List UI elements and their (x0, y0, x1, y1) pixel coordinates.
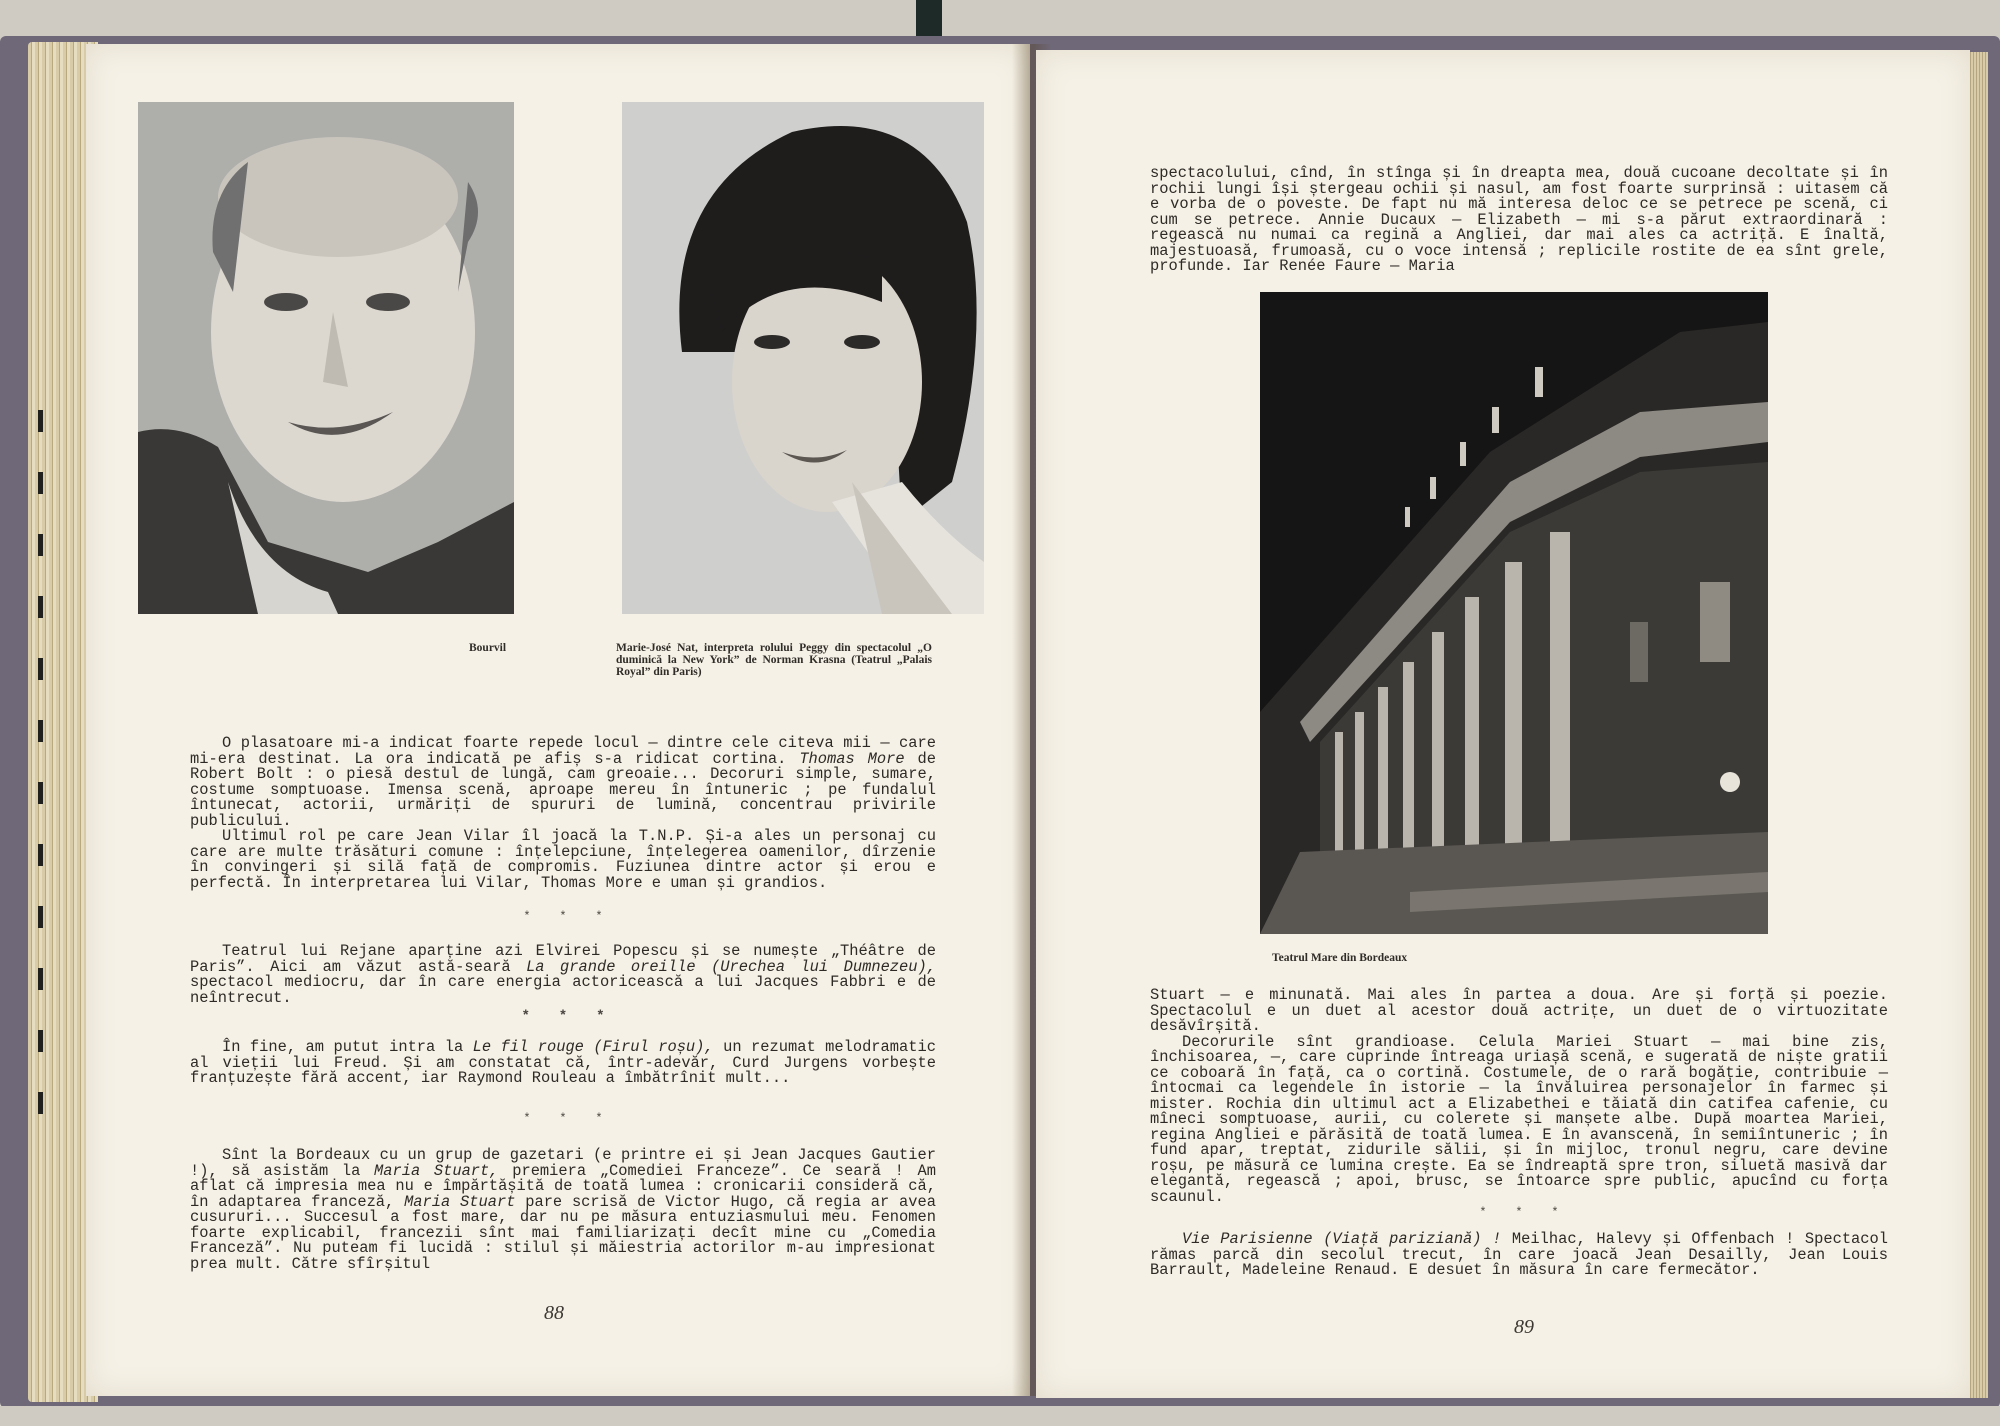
right-text-block-2 (1150, 988, 1888, 1205)
paragraph-bordeaux-mid: premiera „Comediei Franceze”. Ce seară ! Am aflat că impresia mea nu e împărtășită de toată lumea : cronicarii consideră că, în adaptarea franceză, (190, 1161, 936, 1211)
paragraph-plasatoare: O plasatoare mi-a indicat foarte repede locul — dintre cele citeva mii — care mi-era destinat. La ora indicată pe afiș s-a ridicat cortina. (190, 734, 936, 768)
right-page (1036, 50, 1970, 1398)
paragraph-rejane-rest: spectacol mediocru, dar în care energia actoricească a lui Jacques Fabbri e de neîntrecut. (190, 973, 936, 1007)
paragraph-fil-rouge: În fine, am putut intra la (222, 1038, 464, 1056)
paragraph-rejane: Teatrul lui Rejane aparține azi Elvirei Popescu și se numește „Théâtre de Paris”. Aici am văzut astă-seară (190, 942, 936, 976)
bookmark-tab (916, 0, 942, 36)
paragraph-vie-parisienne: Meilhac, Halevy și Offenbach ! Spectacol rămas parcă din secolul trecut, în care joacă Jean Desailly, Jean Louis Barrault, Madeleine Renaud. E desuet în măsura în care fermecător. (1150, 1230, 1888, 1279)
title-thomas-more: Thomas More (799, 749, 905, 768)
marie-jose-nat-photo (622, 102, 984, 614)
page-number-right: 89 (1514, 1316, 1534, 1338)
page-number-left: 88 (544, 1302, 564, 1324)
bottom-background (0, 1406, 2000, 1426)
caption-bourvil: Bourvil (469, 642, 507, 654)
separator-stars-2: * * * (522, 1006, 618, 1022)
paragraph-fil-rouge-rest: un rezumat melodramatic al vieții lui Freud. Și am constatat că, într-adevăr, Curd Jurgens vorbește franțuzește fără accent, iar Raymond Rouleau a îmbătrînit mult... (190, 1038, 936, 1087)
title-maria-stuart-2: Maria Stuart (404, 1192, 516, 1211)
title-la-grande-oreille: La grande oreille (Urechea lui Dumnezeu), (526, 957, 936, 976)
title-le-fil-rouge: Le fil rouge (Firul roșu), (472, 1038, 714, 1056)
paragraph-stuart: Stuart — e minunată. Mai ales în partea a doua. Are și forță și poezie. Spectacolul e un duet al acestor două actrițe, un duet de o virtuozitate desăvîrșită. (1150, 986, 1888, 1035)
paragraph-bordeaux: Sînt la Bordeaux cu un grup de gazetari (e printre ei și Jean Jacques Gautier !), să asistăm la (190, 1146, 936, 1180)
separator-stars-right: * * * (1480, 1204, 1572, 1218)
paragraph-decorurile: Decorurile sînt grandioase. Celula Mariei Stuart — mai bine zis, închisoarea, —, care cuprinde întreaga uriașă scenă, e sugerată de niște gratii ce coboară în față, ca o cortină. Costumele, de o rară bogăție, contribuie — întocmai ca legendele în istorie — la învăluirea personajelor în farmec și mister. Rochia din ultimul act a Elizabethei e tăiată din catifea cafenie, cu mînecі somptuoase, aurii, cu colerete și manșete albe. După moartea Mariei, regina Angliei e părăsită de toată lumea. E în avanscenă, în semiîntuneric ; în fund apar, treptat, zidurile sălii, și în mijloc, tronul negru, care devine roșu, pe măsură ce lumina crește. Ea se îndreaptă spre tron, siluetă masivă dar elegantă, regească ; apoi, brusc, se întoarce spre public, apucînd cu forța scaunul. (1150, 1032, 1888, 1206)
left-page (86, 44, 1030, 1396)
separator-stars-3: * * * (524, 1110, 616, 1124)
left-text-block-1 (190, 736, 936, 891)
right-text-block-3 (1150, 1232, 1888, 1279)
right-text-block-1 (1150, 166, 1888, 275)
top-background (0, 0, 2000, 40)
caption-grand-theatre: Teatrul Mare din Bordeaux (1272, 952, 1408, 964)
title-maria-stuart-1: Maria Stuart, (374, 1161, 499, 1180)
left-text-block-3 (190, 1040, 936, 1087)
bourvil-photo (138, 102, 514, 614)
spine-marks (38, 410, 44, 1110)
paragraph-plasatoare-rest: de Robert Bolt : o piesă destul de lungă, cam greoaie... Decoruri simple, sumare, costume somptuoase. Imensa scenă, aproape mereu în întuneric ; pe fundalul întunecat, actorii, urmăriți de spururi de lumină, concentrau privirile publicului. (190, 749, 936, 830)
title-vie-parisienne: Vie Parisienne (Viață pariziană) ! (1182, 1230, 1502, 1248)
page-edges-right (1968, 52, 1988, 1398)
separator-stars-1: * * * (524, 908, 616, 922)
paragraph-spectacolului: spectacolului, cînd, în stînga și în dreapta mea, două cucoane decoltate și în rochii lungi își ștergeau ochii și nasul, am fost foarte surprinsă : uitasem că e vorba de o poveste. De fapt nu mă interesa deloc ce se petrece pe scenă, ci cum se petrece. Annie Ducaux — Elizabeth — mi s-a părut extraordinară : regească nu numai ca regină a Angliei, dar mai ales ca actriță. E înaltă, majestuoasă, frumoasă, cu o voce intensă ; replicile rostite de ea sînt grele, profunde. Iar Renée Faure — Maria (1150, 164, 1888, 275)
paragraph-bordeaux-end: pare scrisă de Victor Hugo, că regia ar avea cusururi... Succesul a fost mare, dar nu pe măsura entuziasmului meu. Fenomen foarte explicabil, francezii sînt mai familiarizați decît mine cu „Comedia Franceză”. Nu puteam fi lucidă : stilul și măiestria actorilor m-au impresionat prea mult. Către sfîrșitul (190, 1192, 936, 1273)
caption-marie-jose-nat: Marie-José Nat, interpreta rolului Peggy din spectacolul „O duminică la New York” de Norman Krasna (Teatrul „Palais Royal” din Paris) (616, 642, 932, 678)
grand-theatre-bordeaux-photo (1260, 292, 1768, 934)
left-text-block-4 (190, 1148, 936, 1272)
left-text-block-2 (190, 944, 936, 1006)
paragraph-vilar: Ultimul rol pe care Jean Vilar îl joacă la T.N.P. Și-a ales un personaj cu care are multe trăsături comune : înțelepciune, înțelegerea oamenilor, dîrzenie în convingeri și silă față de compromis. Fuziunea dintre actor și erou e perfectă. În interpretarea lui Vilar, Thomas More e uman și grandios. (190, 827, 936, 892)
